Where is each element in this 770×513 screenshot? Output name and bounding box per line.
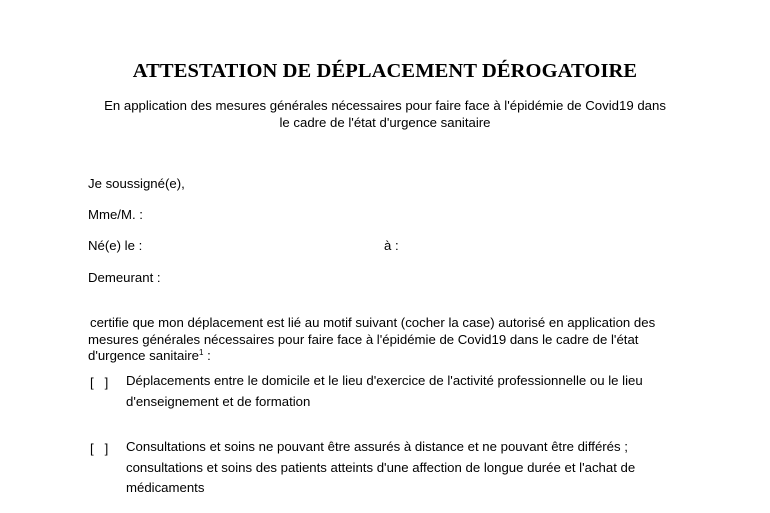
name-field-label: Mme/M. : [88,207,143,222]
certification-trailing: : [203,348,211,363]
birth-date-field-label: Né(e) le : [88,238,143,253]
option-work-travel [126,371,686,412]
option-line: Déplacements entre le domicile et le lieu d'exercice de l'activité professionnelle ou le lieu [126,373,643,388]
certification-line: mesures générales nécessaires pour faire face à l'épidémie de Covid19 dans le cadre de l'état [88,331,639,347]
certification-paragraph [88,315,688,365]
subtitle-line: En application des mesures générales nécessaires pour faire face à l'épidémie de Covid19 dans [104,98,666,113]
certification-last-line [88,348,688,365]
certification-line: d'urgence sanitaire [88,348,200,363]
checkbox-work-travel[interactable]: [ ] [90,375,109,390]
footnote-marker: 1 [199,348,204,357]
certification-line: certifie que mon déplacement est lié au motif suivant (cocher la case) autorisé en application des [90,315,656,330]
address-field-label: Demeurant : [88,270,161,285]
undersigned-label: Je soussigné(e), [88,176,185,191]
option-line: d'enseignement et de formation [126,393,311,409]
checkbox-medical-consultation[interactable]: [ ] [90,441,109,456]
document-title: ATTESTATION DE DÉPLACEMENT DÉROGATOIRE [132,60,638,82]
option-line: consultations et soins des patients atteints d'une affection de longue durée et l'achat de [126,459,636,475]
birth-place-field-label: à : [384,238,399,253]
option-line: Consultations et soins ne pouvant être assurés à distance et ne pouvant être différés ; [126,439,628,454]
option-line: médicaments [126,480,205,495]
document-subtitle [0,98,770,131]
option-medical-consultation [126,437,686,499]
subtitle-line: le cadre de l'état d'urgence sanitaire [279,114,491,130]
